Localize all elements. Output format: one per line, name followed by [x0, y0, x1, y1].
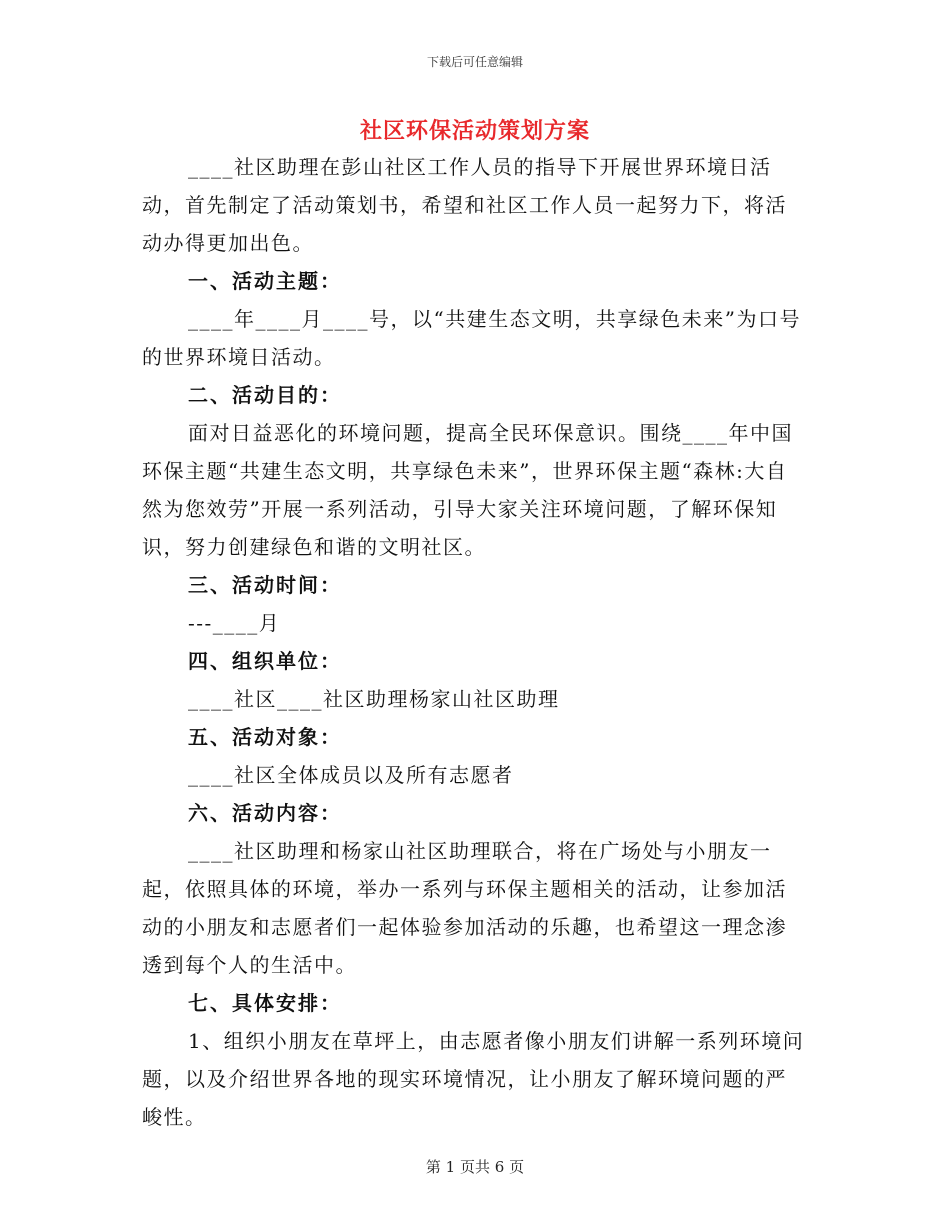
section-heading-content: 六、活动内容：	[188, 801, 342, 825]
section-body-audience: ____社区全体成员以及所有志愿者	[188, 763, 514, 787]
section-heading-purpose: 二、活动目的：	[188, 383, 342, 407]
section-body-time: ---____月	[188, 611, 281, 635]
section-heading-theme: 一、活动主题：	[188, 269, 342, 293]
header-note: 下载后可任意编辑	[426, 55, 523, 69]
section-heading-time: 三、活动时间：	[188, 573, 342, 597]
section-heading-schedule: 七、具体安排：	[188, 991, 342, 1015]
document-body	[142, 148, 807, 1136]
section-body-organizer: ____社区____社区助理杨家山社区助理	[188, 687, 560, 711]
intro-paragraph: ____社区助理在彭山社区工作人员的指导下开展世界环境日活动，首先制定了活动策划书，希望和社区工作人员一起努力下，将活动办得更加出色。	[142, 155, 787, 255]
document-title: 社区环保活动策划方案	[359, 119, 590, 144]
section-heading-audience: 五、活动对象：	[188, 725, 342, 749]
section-body-schedule: 1、组织小朋友在草坪上，由志愿者像小朋友们讲解一系列环境问题，以及介绍世界各地的现实环境情况，让小朋友了解环境问题的严峻性。	[142, 1029, 805, 1129]
page-footer: 第 1 页共 6 页	[425, 1158, 525, 1176]
section-heading-organizer: 四、组织单位：	[188, 649, 342, 673]
section-body-content: ____社区助理和杨家山社区助理联合，将在广场处与小朋友一起，依照具体的环境，举办一系列与环保主题相关的活动，让参加活动的小朋友和志愿者们一起体验参加活动的乐趣，也希望这一理念渗透到每个人的生活中。	[142, 839, 787, 977]
section-body-theme: ____年____月____号，以“共建生态文明，共享绿色未来”为口号的世界环境日活动。	[142, 307, 801, 369]
section-body-purpose: 面对日益恶化的环境问题，提高全民环保意识。围绕____年中国环保主题“共建生态文明，共享绿色未来”，世界环保主题“森林:大自然为您效劳”开展一系列活动，引导大家关注环境问题，了解环保知识，努力创建绿色和谐的文明社区。	[142, 421, 793, 559]
